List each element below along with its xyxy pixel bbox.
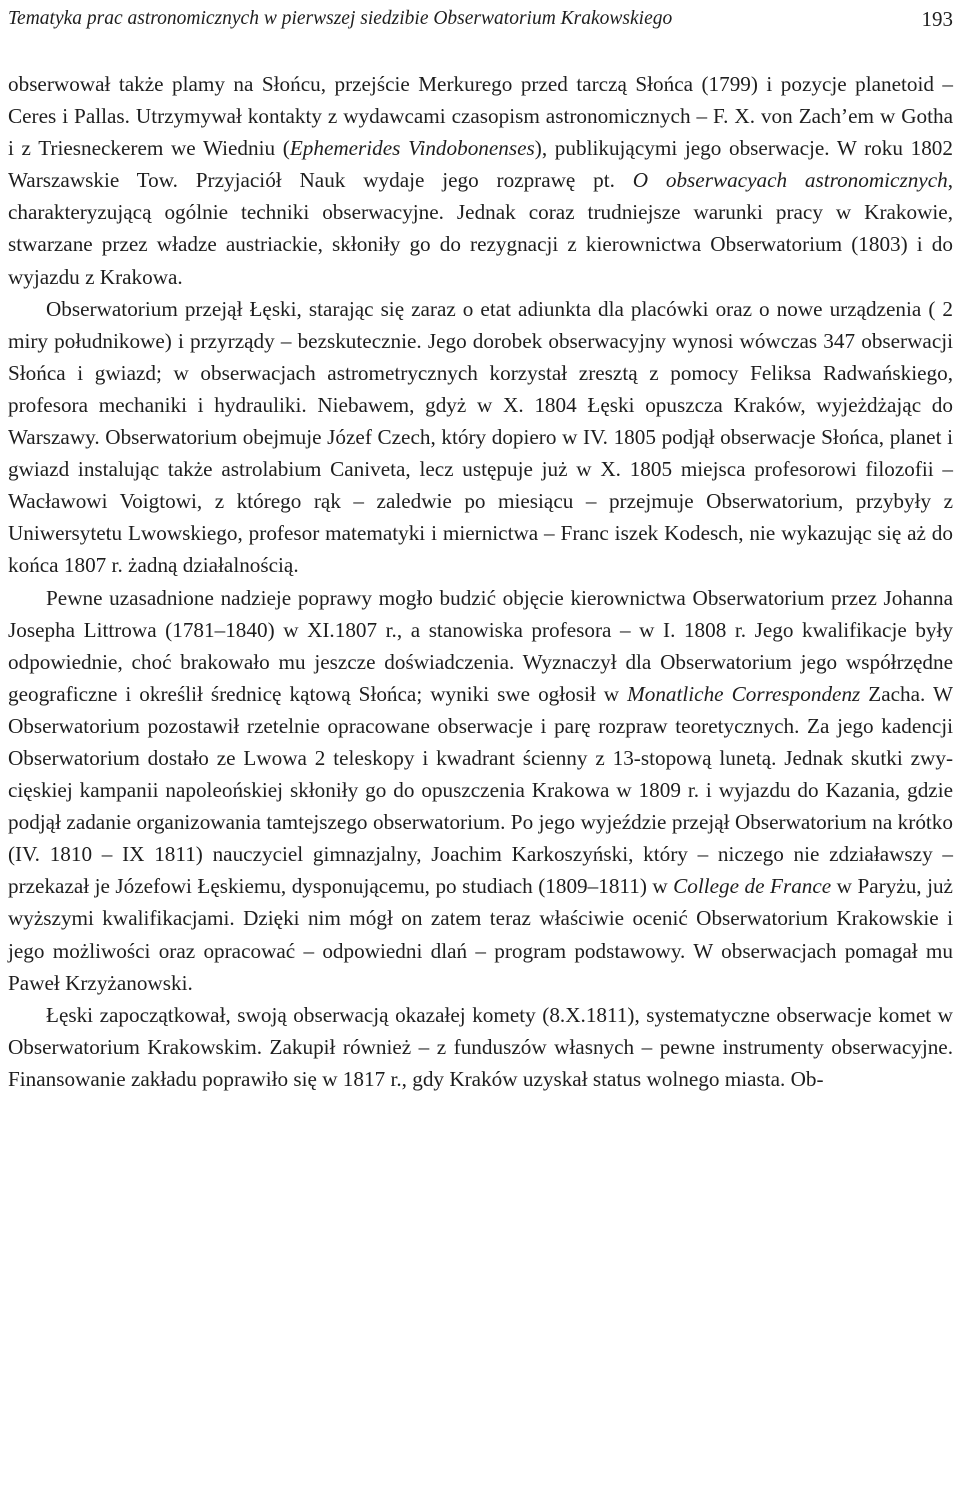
- paragraph-3-text-a: Pewne uzasadnione nadzieje poprawy mogło budzić objęcie kierownictwa Obserwatorium przez Johanna Josepha Littrowa (1781–1840) w XI.1807 r., a stanowiska profesora – w I. 1808 r. Jego kwalifikacje były odpowiednie, choć brakowało mu jeszcze doświadczenia. Wyznaczył dla Obserwatorium jego współrzędne geograficzne i określił średnicę kątową Słońca; wyniki swe ogłosił w: [8, 585, 953, 706]
- running-header: [8, 0, 953, 42]
- paragraph-2-text: Obserwatorium przejął Łęski, starając się zaraz o etat adiunkta dla placówki oraz o nowe urządzenia ( 2 miry południkowe) i przyrządy – bezskutecznie. Jego dorobek obserwacyjny wynosi wówczas 347 obserwacji Słońca i gwiazd; w obserwacjach astrometrycznych korzystał zresztą z pomocy Feliksa Radwańskiego, profesora mechaniki i hydrauliki. Niebawem, gdyż w X. 1804 Łęski opuszcza Kraków, wyjeżdżając do Warszawy. Obserwatorium obejmuje Józef Czech, który dopiero w IV. 1805 podjął obserwacje Słońca, planet i gwiazd instalując także astrolabium Caniveta, lecz ustępuje już w X. 1805 miejsca profesorowi filozofii – Wacławowi Voigtowi, z którego rąk – zaledwie po miesiącu – przejmuje Obserwatorium, przybyły z Uniwersytetu Lwowskiego, profesor matematyki i miernictwa – Franc iszek Kodesch, nie wykazując się aż do końca 1807 r. żadną działalnością.: [8, 296, 953, 578]
- italic-college-de-france: College de France: [673, 874, 832, 899]
- paragraph-3-text-c: w Paryżu, już wyższymi kwalifikacjami. Dzięki nim mógł on zatem teraz właściwie ocenić Obserwatorium Krakowskie i jego możliwości oraz opracować – odpowiedni dlań – program podstawowy. W obserwacjach pomagał mu Paweł Krzyżanowski.: [8, 874, 953, 995]
- document-page: [8, 0, 953, 1095]
- body-text: [8, 68, 953, 1095]
- italic-title-monatliche: Monatliche Correspondenz: [627, 681, 861, 706]
- paragraph-4: [8, 999, 953, 1095]
- running-title: Tematyka prac astronomicznych w pierwszej siedzibie Obserwatorium Krakowskiego: [8, 8, 673, 29]
- paragraph-1-text-b: ), publikującymi jego obserwacje. W roku 1802 Warszawskie Tow. Przyjaciół Nauk wydaje jego rozprawę pt.: [8, 136, 953, 193]
- paragraph-4-text: Łęski zapoczątkował, swoją obserwacją okazałej komety (8.X.1811), systematyczne obserwacje komet w Obserwatorium Krakowskim. Zakupił również – z funduszów własnych – pewne instrumenty obserwacyjne. Finansowanie zakładu poprawiło się w 1817 r., gdy Kraków uzyskał status wolnego miasta. Ob-: [8, 1002, 953, 1091]
- page-number: 193: [921, 7, 953, 31]
- paragraph-1-text-a: obserwował także plamy na Słońcu, przejście Merkurego przed tarczą Słońca (1799) i pozycje planetoid – Ceres i Pallas. Utrzymywał kontakty z wydawcami czasopism astronomicznych – F. X. von Zach’em w Gotha i z Triesneckerem we Wiedniu (: [8, 72, 953, 161]
- paragraph-3: [8, 582, 953, 999]
- paragraph-1: [8, 68, 953, 293]
- paragraph-3-text-b: Zacha. W Obserwatorium pozostawił rzetelnie opracowane obserwacje i parę rozpraw teoretycznych. Za jego kadencji Obserwatorium dostało ze Lwowa 2 teleskopy i kwadrant ścienny z 13-stopową lunetą. Jednak skutki zwycięskiej kampanii napoleońskiej skłoniły go do opuszczenia Krakowa w 1809 r. i wyjazdu do Kazania, gdzie podjął zadanie organizowania tamtejszego obserwatorium. Po jego wyjeździe przejął Obserwatorium na krótko (IV. 1810 – IX 1811) nauczyciel gimnazjalny, Joachim Karkoszyński, który – niczego nie zdziaławszy – przekazał je Józefowi Łęskiemu, dysponującemu, po studiach (1809–1811) w: [8, 681, 953, 899]
- paragraph-2: [8, 293, 953, 582]
- italic-title-o-obserwacyach: O obserwacyach astronomicznych: [632, 168, 948, 193]
- italic-title-ephemerides: Ephemerides Vindobonenses: [289, 136, 535, 161]
- paragraph-1-text-c: , charakteryzującą ogólnie techniki obserwacyjne. Jednak coraz trudniejsze warunki pracy w Krakowie, stwarzane przez władze austriackie, skłoniły go do rezygnacji z kierownictwa Obserwatorium (1803) i do wyjazdu z Krakowa.: [8, 168, 953, 289]
